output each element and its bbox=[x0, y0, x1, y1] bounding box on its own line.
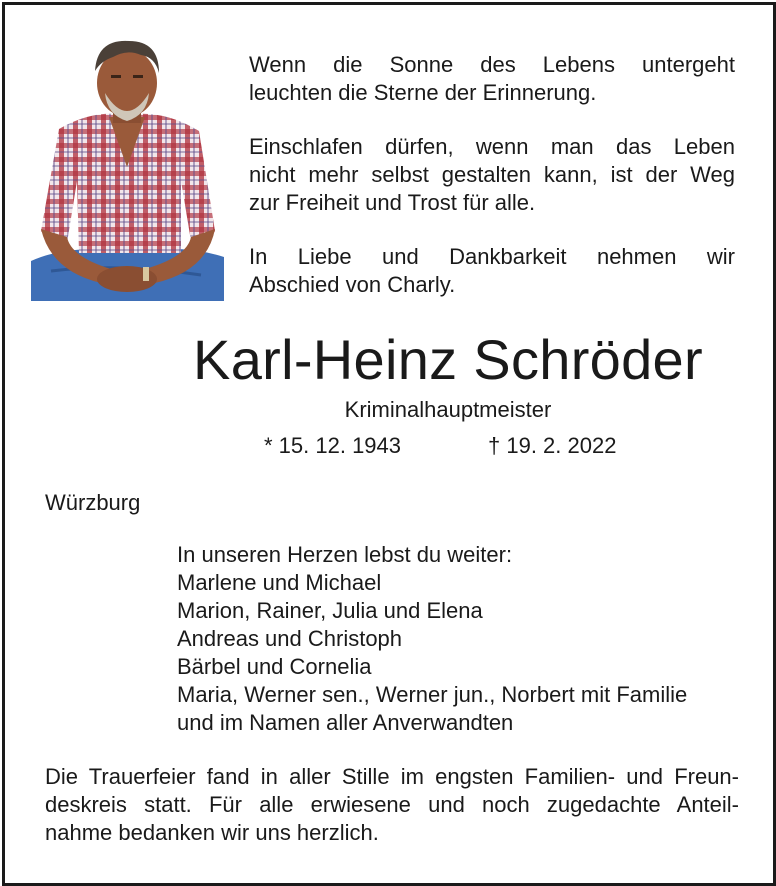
quote-line: Einschlafen dürfen, wenn man das Leben bbox=[249, 134, 735, 159]
mourner-entry: Marion, Rainer, Julia und Elena bbox=[177, 598, 483, 623]
mourner-entry: Bärbel und Cornelia bbox=[177, 654, 372, 679]
mourner-entry: Marlene und Michael bbox=[177, 570, 382, 595]
deceased-name: Karl-Heinz Schröder bbox=[193, 328, 703, 391]
closing-note bbox=[45, 763, 739, 847]
quote-line: Wenn die Sonne des Lebens untergeht bbox=[249, 52, 735, 77]
quote-paragraph-2 bbox=[249, 133, 735, 217]
quote-paragraph-1 bbox=[249, 51, 735, 107]
quote-line: Abschied von Charly. bbox=[249, 272, 456, 297]
portrait-photo bbox=[31, 31, 224, 301]
mourner-entry: Andreas und Christoph bbox=[177, 626, 403, 651]
city-label: Würzburg bbox=[45, 490, 141, 515]
mourner-entry: und im Namen aller Anverwandten bbox=[177, 710, 514, 735]
closing-line: nahme bedanken wir uns herzlich. bbox=[45, 820, 379, 845]
obituary-notice bbox=[2, 2, 776, 886]
quote-line: nicht mehr selbst gestalten kann, ist der Weg bbox=[249, 162, 735, 187]
quote-paragraph-3 bbox=[249, 243, 735, 299]
closing-line: deskreis statt. Für alle erwiesene und noch zugedachte Anteil- bbox=[45, 792, 739, 817]
death-date: † 19. 2. 2022 bbox=[488, 433, 617, 458]
deceased-rank: Kriminalhauptmeister bbox=[344, 397, 552, 422]
portrait-image bbox=[31, 31, 224, 301]
quote-line: In Liebe und Dankbarkeit nehmen wir bbox=[249, 244, 735, 269]
quote-line: zur Freiheit und Trost für alle. bbox=[249, 190, 536, 215]
quote-line: leuchten die Sterne der Erinnerung. bbox=[249, 80, 597, 105]
mourners-list bbox=[177, 541, 687, 737]
birth-date: * 15. 12. 1943 bbox=[264, 433, 402, 458]
mourners-heading: In unseren Herzen lebst du weiter: bbox=[177, 542, 513, 567]
mourner-entry: Maria, Werner sen., Werner jun., Norbert mit Familie bbox=[177, 682, 688, 707]
closing-line: Die Trauerfeier fand in aller Stille im engsten Familien- und Freun- bbox=[45, 764, 739, 789]
